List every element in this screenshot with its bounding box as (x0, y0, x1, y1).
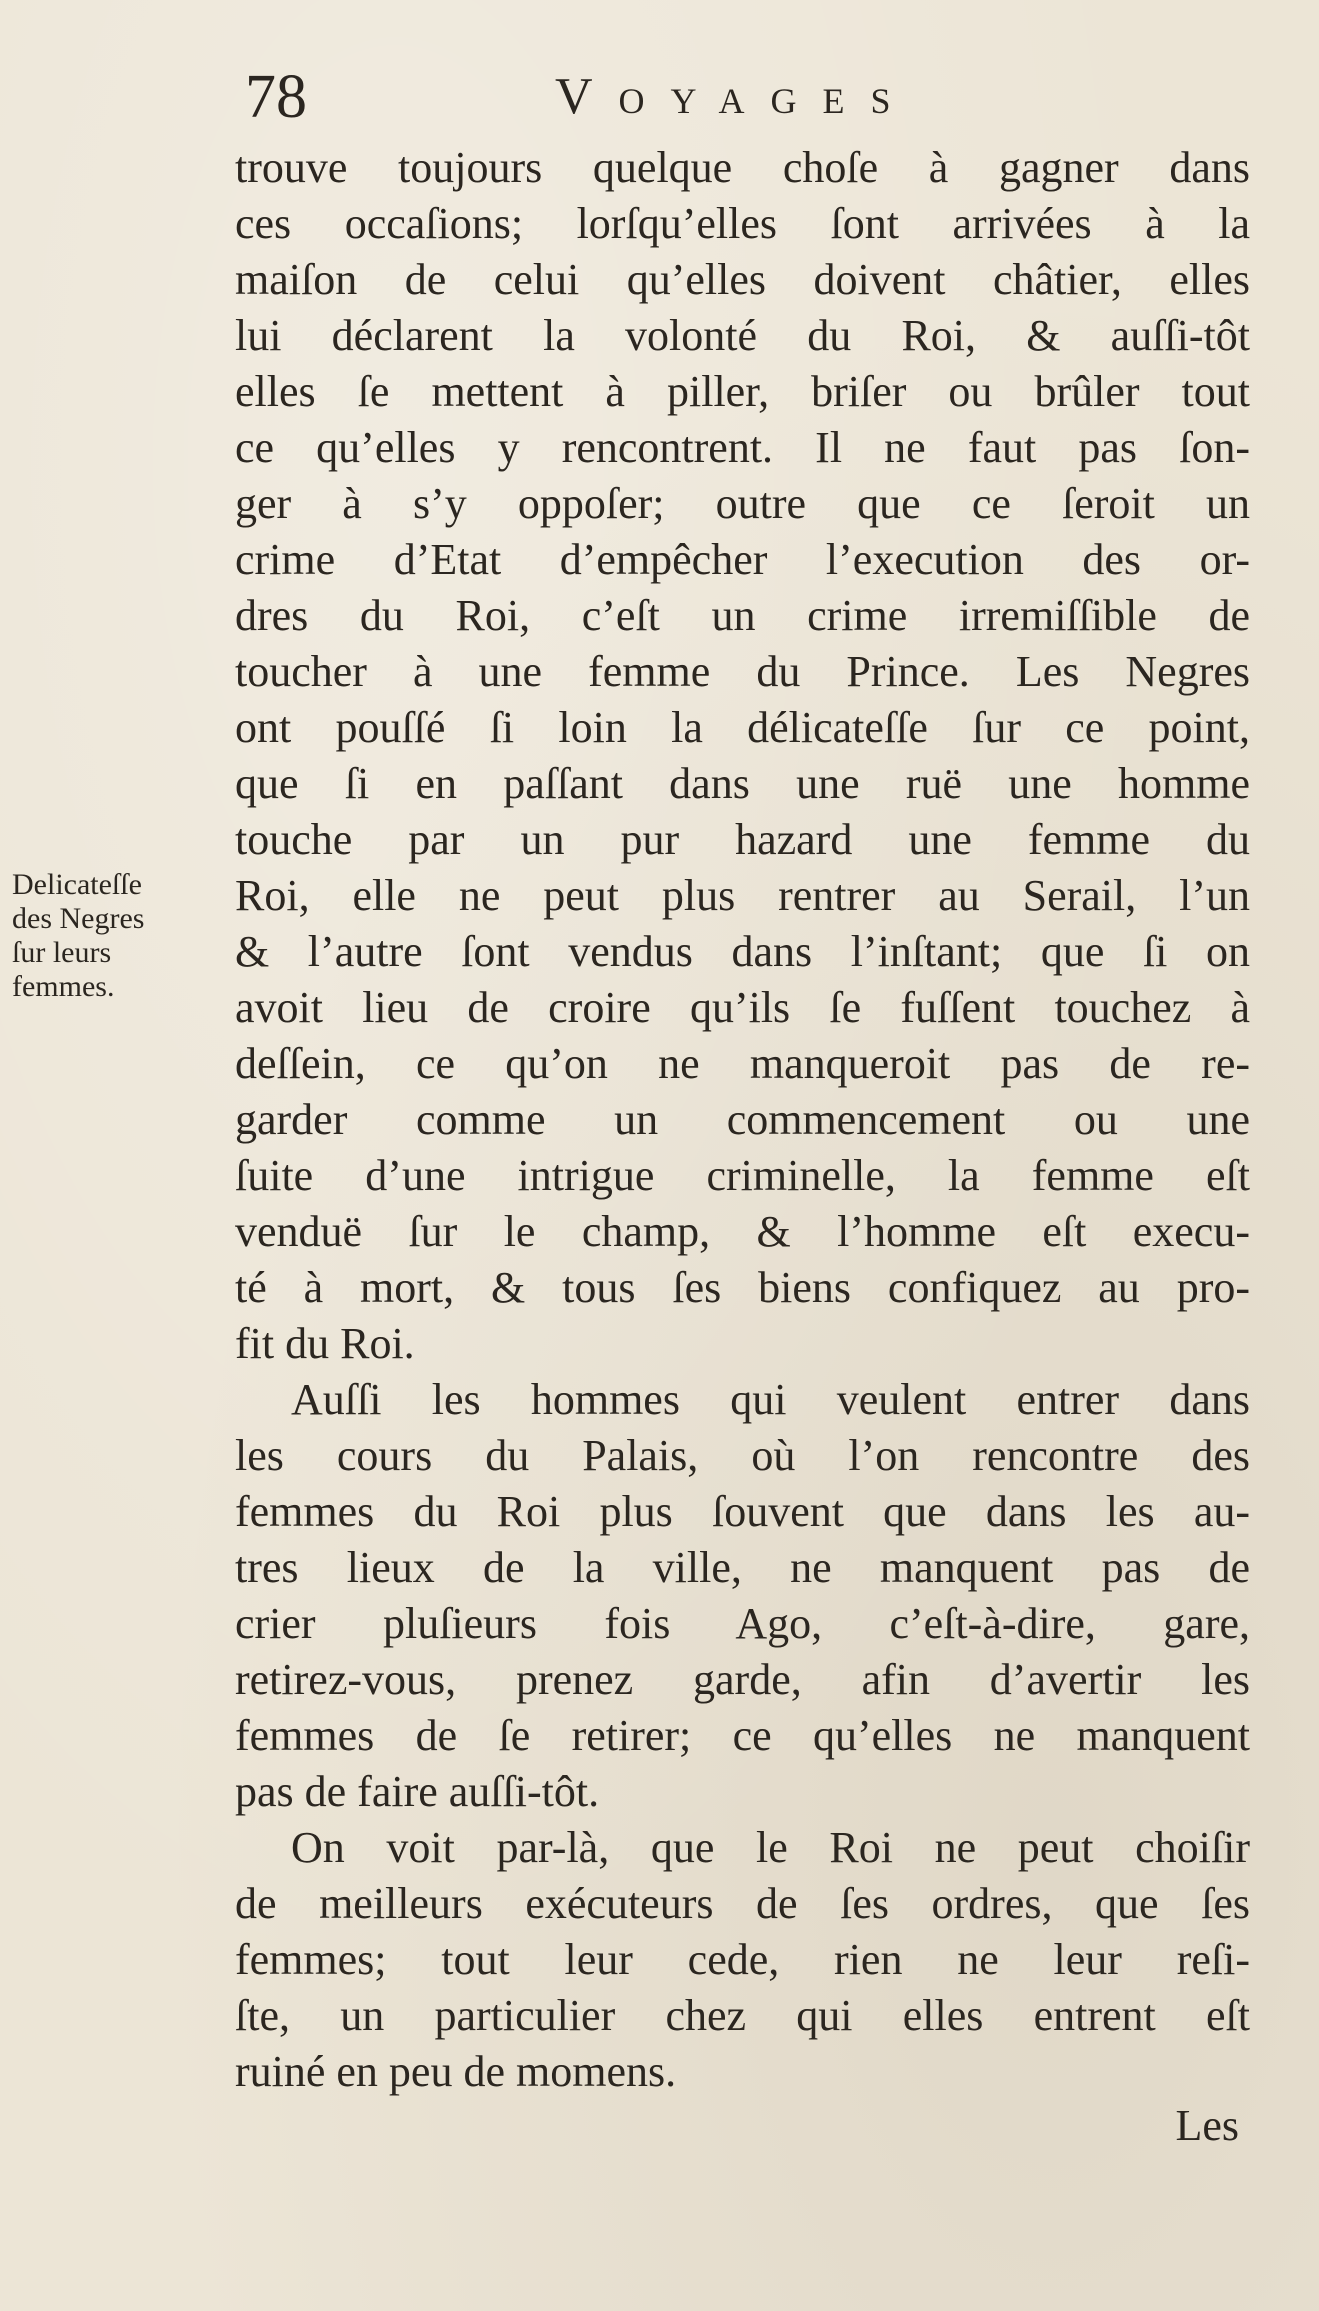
text-line: trouve toujours quelque choſe à gagner dans (235, 143, 1250, 192)
text-line: & l’autre ſont vendus dans l’inſtant; que ſi on (235, 927, 1250, 976)
text-line: On voit par-là, que le Roi ne peut choiſir (291, 1823, 1250, 1872)
text-line: femmes du Roi plus ſouvent que dans les au- (235, 1487, 1250, 1536)
catchword: Les (1175, 2101, 1239, 2150)
running-title: Voyages (555, 68, 917, 125)
text-line: venduë ſur le champ, & l’homme eſt execu- (235, 1207, 1250, 1256)
text-line: ont pouſſé ſi loin la délicateſſe ſur ce point, (235, 703, 1250, 752)
paragraph-1 (235, 140, 1250, 1372)
text-line: touche par un pur hazard une femme du (235, 815, 1250, 864)
text-line: toucher à une femme du Prince. Les Negres (235, 647, 1250, 696)
text-line: retirez-vous, prenez garde, afin d’avertir les (235, 1655, 1250, 1704)
text-line: femmes; tout leur cede, rien ne leur reſi- (235, 1935, 1250, 1984)
marginal-note-line: femmes. (12, 970, 115, 1003)
body-text (235, 140, 1250, 2100)
page-number: 78 (245, 63, 307, 131)
text-line: tres lieux de la ville, ne manquent pas de (235, 1543, 1250, 1592)
text-line: crime d’Etat d’empêcher l’execution des or- (235, 535, 1250, 584)
text-line: pas de faire auſſi-tôt. (235, 1767, 600, 1816)
text-line: ruiné en peu de momens. (235, 2047, 677, 2096)
text-line: ce qu’elles y rencontrent. Il ne faut pas ſon- (235, 423, 1250, 472)
text-line: ger à s’y oppoſer; outre que ce ſeroit un (235, 479, 1250, 528)
running-head (245, 62, 1245, 132)
text-line: elles ſe mettent à piller, briſer ou brûler tout (235, 367, 1250, 416)
marginal-note-line: des Negres (12, 902, 145, 935)
text-line: maiſon de celui qu’elles doivent châtier, elles (235, 255, 1250, 304)
text-line: les cours du Palais, où l’on rencontre des (235, 1431, 1250, 1480)
text-line: ſuite d’une intrigue criminelle, la femme eſt (235, 1151, 1250, 1200)
paragraph-3 (235, 1820, 1250, 2100)
text-line: fit du Roi. (235, 1319, 415, 1368)
text-line: crier pluſieurs fois Ago, c’eſt-à-dire, gare, (235, 1599, 1250, 1648)
text-line: lui déclarent la volonté du Roi, & auſſi-tôt (235, 311, 1250, 360)
marginal-note (12, 868, 234, 1004)
paragraph-2 (235, 1372, 1250, 1820)
text-line: té à mort, & tous ſes biens confiquez au pro- (235, 1263, 1250, 1312)
text-line: avoit lieu de croire qu’ils ſe fuſſent touchez à (235, 983, 1250, 1032)
text-line: femmes de ſe retirer; ce qu’elles ne manquent (235, 1711, 1250, 1760)
text-line: Roi, elle ne peut plus rentrer au Serail, l’un (235, 871, 1250, 920)
text-line: garder comme un commencement ou une (235, 1095, 1250, 1144)
text-line: ces occaſions; lorſqu’elles ſont arrivées à la (235, 199, 1250, 248)
text-line: de meilleurs exécuteurs de ſes ordres, que ſes (235, 1879, 1250, 1928)
text-line: dres du Roi, c’eſt un crime irremiſſible de (235, 591, 1250, 640)
text-line: que ſi en paſſant dans une ruë une homme (235, 759, 1250, 808)
marginal-note-line: Delicateſſe (12, 868, 142, 901)
text-line: deſſein, ce qu’on ne manqueroit pas de re- (235, 1039, 1250, 1088)
text-line: Auſſi les hommes qui veulent entrer dans (291, 1375, 1250, 1424)
text-line: ſte, un particulier chez qui elles entrent eſt (235, 1991, 1250, 2040)
marginal-note-line: ſur leurs (12, 936, 112, 969)
